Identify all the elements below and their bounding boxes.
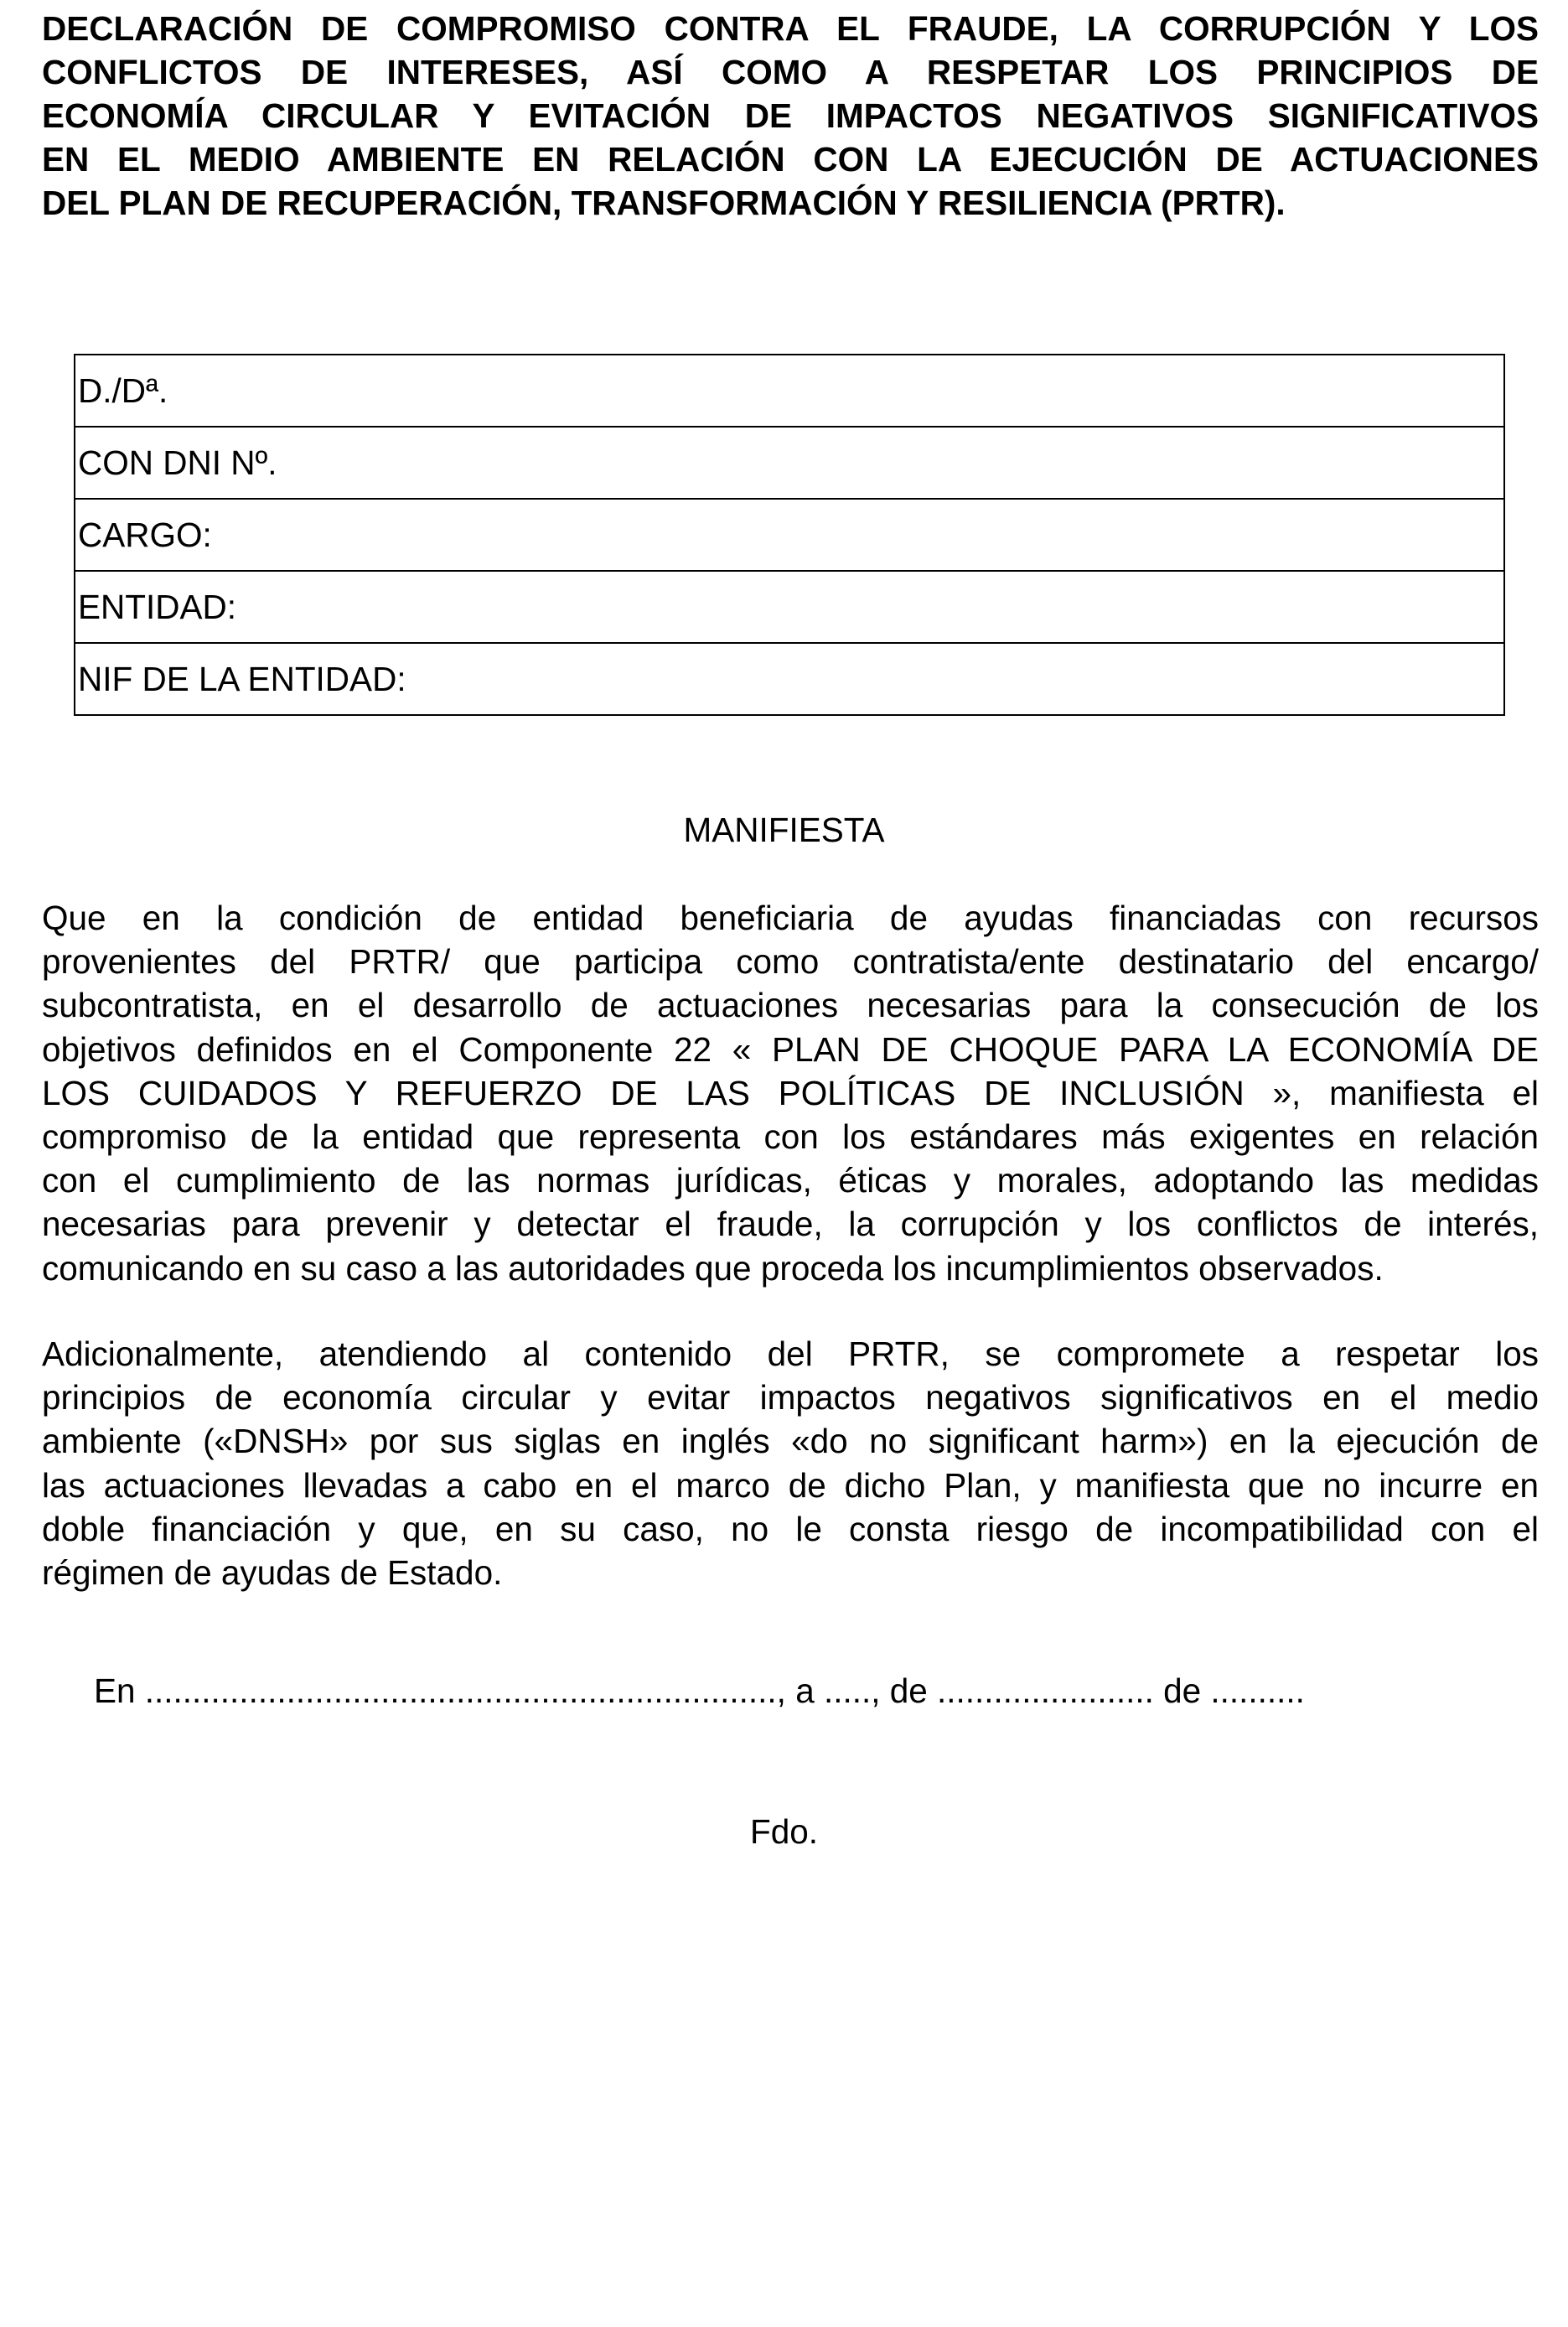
paragraph-line: provenientes del PRTR/ que participa como contratista/ente destinatario del encargo/ <box>42 942 1539 982</box>
paragraph-line: régimen de ayudas de Estado. <box>42 1553 503 1593</box>
title-line: ECONOMÍA CIRCULAR Y EVITACIÓN DE IMPACTOS NEGATIVOS SIGNIFICATIVOS <box>42 96 1539 135</box>
paragraph-line: LOS CUIDADOS Y REFUERZO DE LAS POLÍTICAS DE INCLUSIÓN », manifiesta el <box>42 1073 1539 1112</box>
paragraph-line: subcontratista, en el desarrollo de actuaciones necesarias para la consecución de los <box>42 986 1539 1025</box>
paragraph-line: ambiente («DNSH» por sus siglas en inglés «do no significant harm») en la ejecución de <box>42 1422 1539 1461</box>
paragraph-line: necesarias para prevenir y detectar el fraude, la corrupción y los conflictos de interés, <box>42 1205 1539 1244</box>
field-cargo-cell[interactable]: CARGO: <box>75 499 1504 571</box>
title-line: EN EL MEDIO AMBIENTE EN RELACIÓN CON LA EJECUCIÓN DE ACTUACIONES <box>42 140 1539 179</box>
paragraph-line: con el cumplimiento de las normas jurídicas, éticas y morales, adoptando las medidas <box>42 1161 1539 1200</box>
dnsh-paragraph <box>42 1332 1539 1594</box>
document-title <box>42 7 1539 225</box>
paragraph-line: comunicando en su caso a las autoridades que proceda los incumplimientos observados. <box>42 1248 1384 1288</box>
paragraph-line: compromiso de la entidad que representa con los estándares más exigentes en relación <box>42 1117 1539 1157</box>
commitment-paragraph <box>42 896 1539 1290</box>
paragraph-line: doble financiación y que, en su caso, no le consta riesgo de incompatibilidad con el <box>42 1509 1539 1548</box>
paragraph-line: las actuaciones llevadas a cabo en el marco de dicho Plan, y manifiesta que no incurre en <box>42 1465 1539 1505</box>
paragraph-line: Que en la condición de entidad beneficiaria de ayudas financiadas con recursos <box>42 899 1539 937</box>
table-row <box>75 427 1504 499</box>
declarant-data-table <box>74 354 1505 716</box>
title-line: DECLARACIÓN DE COMPROMISO CONTRA EL FRAUDE, LA CORRUPCIÓN Y LOS <box>42 9 1539 48</box>
paragraph-line: principios de economía circular y evitar impactos negativos significativos en el medio <box>42 1378 1539 1417</box>
table-row <box>75 499 1504 571</box>
title-line: DEL PLAN DE RECUPERACIÓN, TRANSFORMACIÓN Y RESILIENCIA (PRTR). <box>42 184 1286 222</box>
field-dni-cell[interactable]: CON DNI Nº. <box>75 427 1504 499</box>
field-nif-cell[interactable]: NIF DE LA ENTIDAD: <box>75 643 1504 715</box>
signature-label: Fdo. <box>749 1812 819 1851</box>
field-entidad-cell[interactable]: ENTIDAD: <box>75 571 1504 643</box>
paragraph-line: Adicionalmente, atendiendo al contenido del PRTR, se compromete a respetar los <box>42 1335 1539 1373</box>
table-row <box>75 355 1504 427</box>
table-row <box>75 571 1504 643</box>
paragraph-line: objetivos definidos en el Componente 22 « PLAN DE CHOQUE PARA LA ECONOMÍA DE <box>42 1029 1539 1069</box>
table-row <box>75 643 1504 715</box>
title-line: CONFLICTOS DE INTERESES, ASÍ COMO A RESPETAR LOS PRINCIPIOS DE <box>42 53 1539 91</box>
manifiesta-heading: MANIFIESTA <box>683 811 885 849</box>
place-date-line[interactable]: En ..................................................................., a ....., de ....................... de .......... <box>94 1671 1305 1710</box>
field-name-cell[interactable]: D./Dª. <box>75 355 1504 427</box>
